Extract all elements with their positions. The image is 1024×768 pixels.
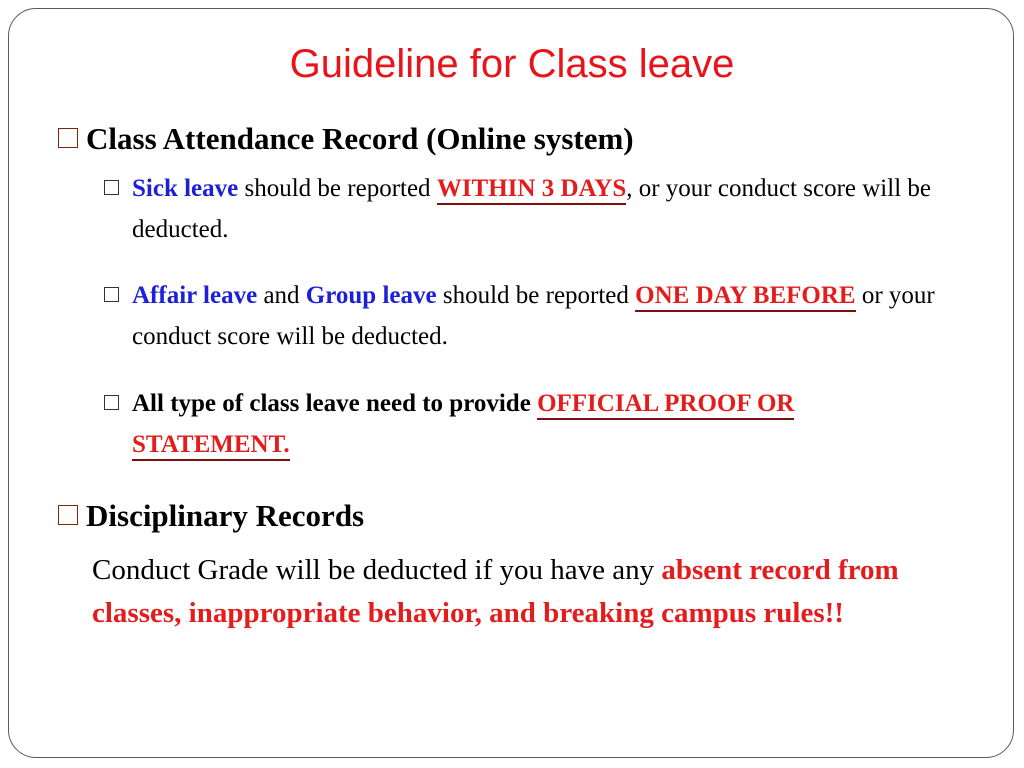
item-text: should be reported xyxy=(442,282,629,309)
square-bullet-icon xyxy=(58,505,78,525)
affair-leave-label: Affair leave xyxy=(132,282,258,309)
section-heading-text: Disciplinary Records xyxy=(86,498,365,533)
slide-title: Guideline for Class leave xyxy=(289,42,735,86)
group-leave-label: Group leave xyxy=(305,282,437,309)
list-item-sick-leave xyxy=(104,168,954,250)
section-disciplinary-heading xyxy=(58,496,364,536)
deadline-within-3-days: WITHIN 3 DAYS xyxy=(437,175,626,205)
item-text: and xyxy=(263,282,300,309)
item-text: should be reported xyxy=(244,175,431,202)
square-bullet-icon xyxy=(104,395,119,410)
deadline-one-day-before: ONE DAY BEFORE xyxy=(635,282,855,312)
item-text-tail: , or your conduct score will be deducted. xyxy=(132,175,931,243)
list-item-official-proof xyxy=(104,383,954,465)
paragraph-emphasis: absent record from classes, inappropriate behavior, and breaking campus rules!! xyxy=(92,554,899,629)
paragraph-text: Conduct Grade will be deducted if you have any xyxy=(92,554,655,586)
square-bullet-icon xyxy=(58,128,78,148)
item-text: All type of class leave need to provide xyxy=(132,390,531,417)
section-heading-text: Class Attendance Record (Online system) xyxy=(86,121,634,156)
section-attendance-heading xyxy=(58,119,634,159)
item-text-tail: or your conduct score will be deducted. xyxy=(132,282,935,350)
square-bullet-icon xyxy=(104,287,119,302)
list-item-affair-group-leave xyxy=(104,275,954,357)
sick-leave-label: Sick leave xyxy=(132,175,239,202)
square-bullet-icon xyxy=(104,180,119,195)
requirement-official-proof: OFFICIAL PROOF OR STATEMENT. xyxy=(132,390,794,461)
disciplinary-paragraph xyxy=(92,549,972,635)
